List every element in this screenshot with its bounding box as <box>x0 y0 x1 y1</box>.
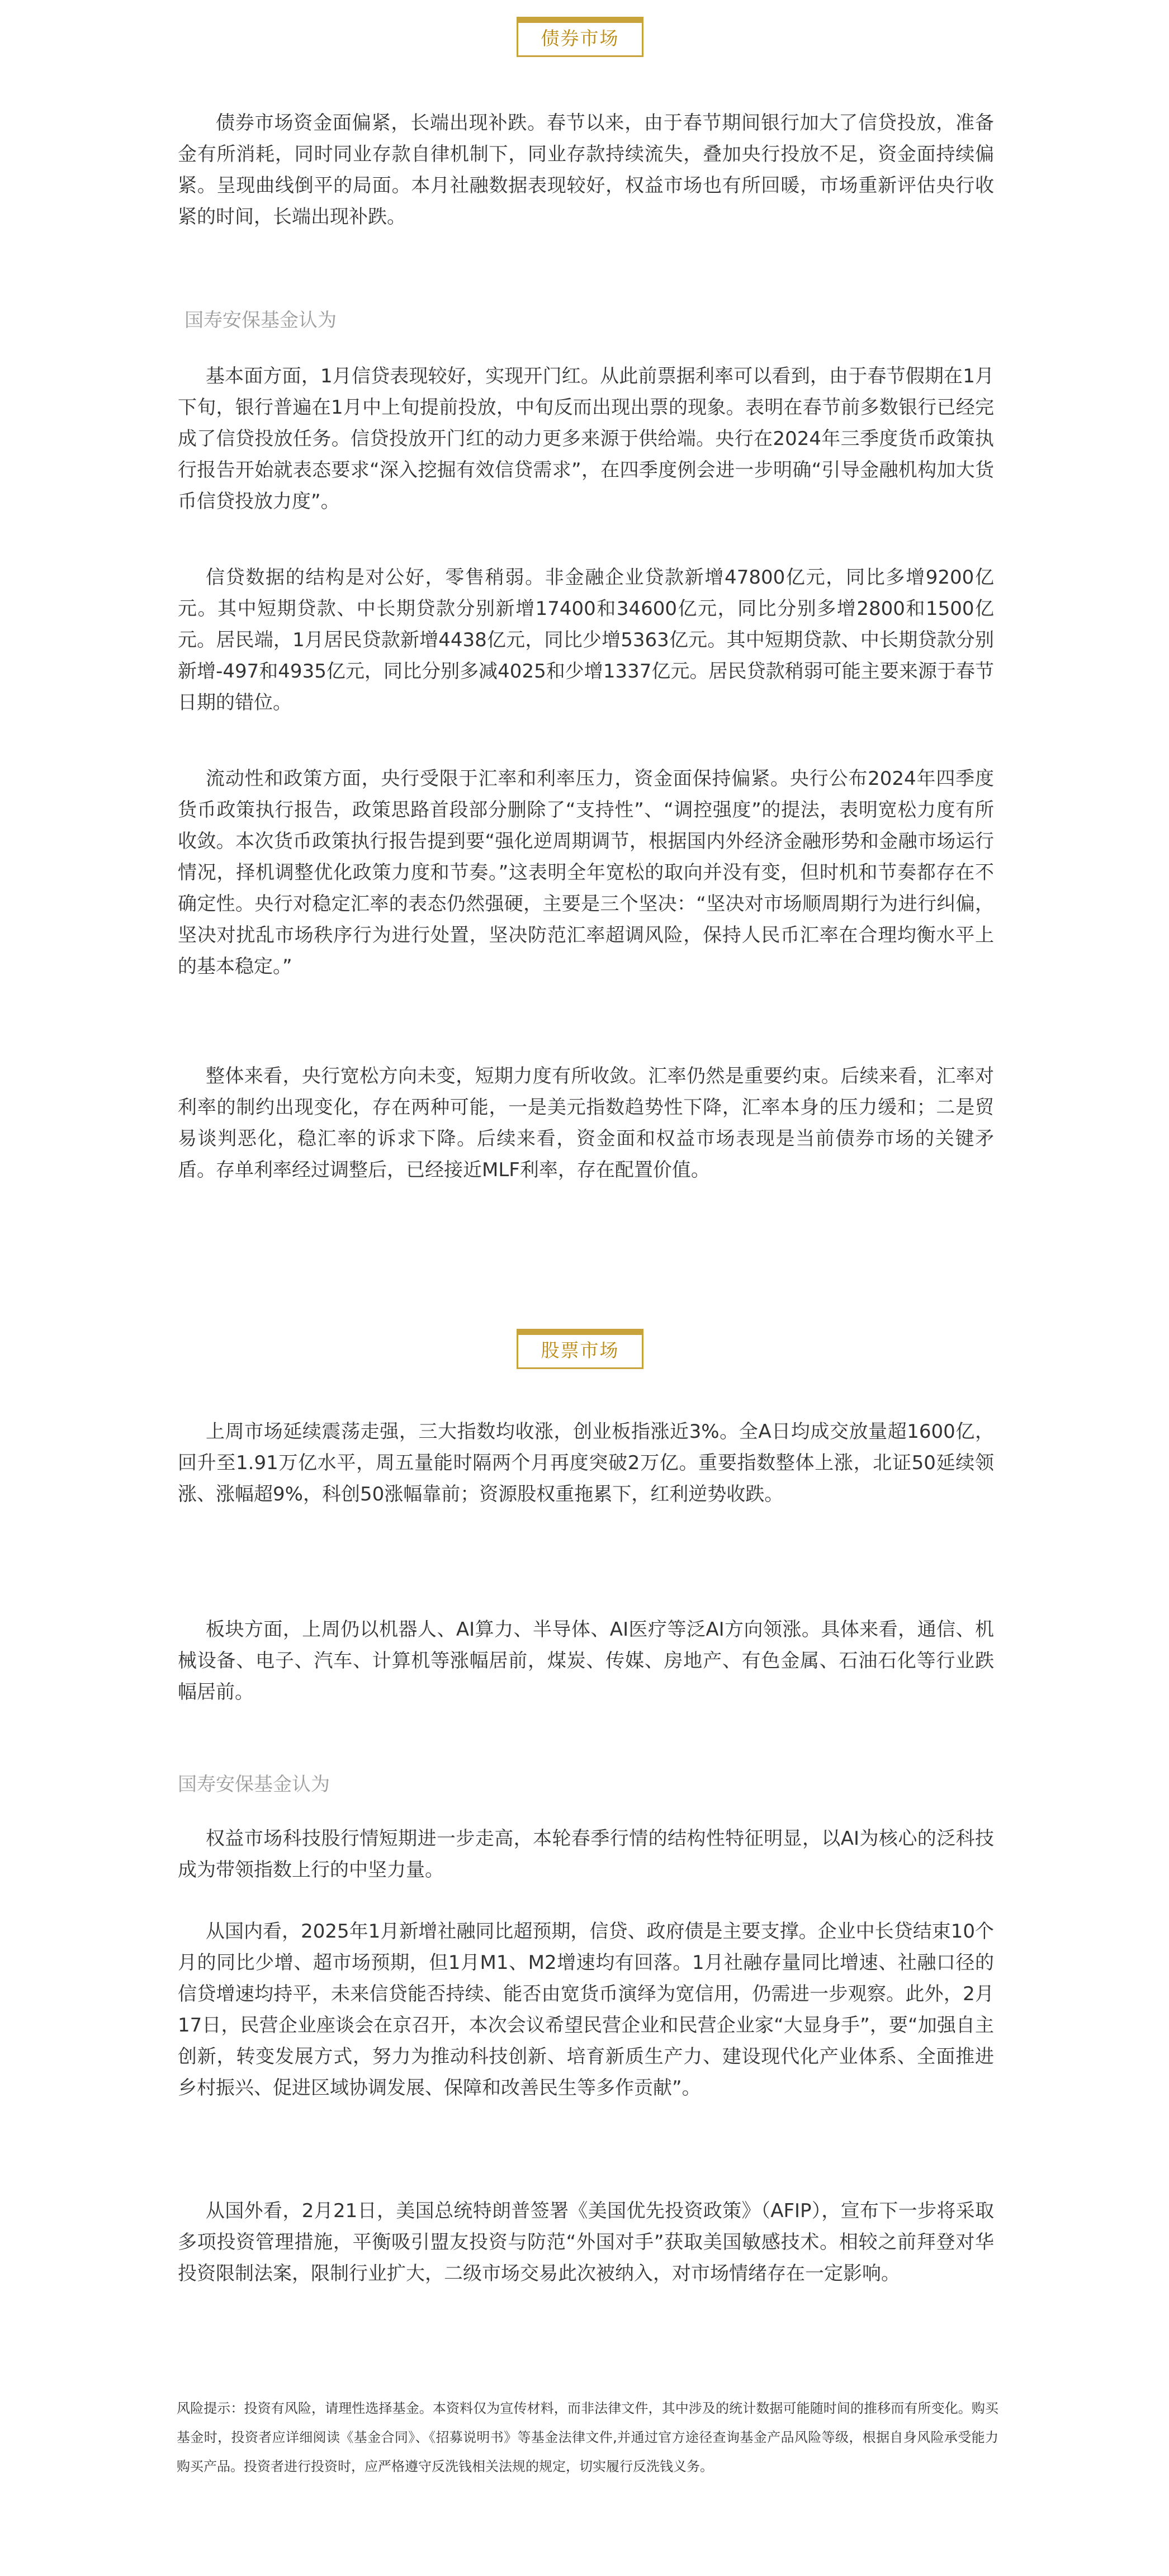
equity-paragraph-1: 上周市场延续震荡走强，三大指数均收涨，创业板指涨近3%。全A日均成交放量超1600亿，回升至1.91万亿水平，周五量能时隔两个月再度突破2万亿。重要指数整体上涨，北证50延续领涨、涨幅超9%，科创50涨幅靠前；资源股权重拖累下，红利逆势收跌。 <box>178 1420 994 1505</box>
bond-paragraph-2: 基本面方面，1月信贷表现较好，实现开门红。从此前票据利率可以看到，由于春节假期在1月下旬，银行普遍在1月中上旬提前投放，中旬反而出现出票的现象。表明在春节前多数银行已经完成了信贷投放任务。信贷投放开门红的动力更多来源于供给端。央行在2024年三季度货币政策执行报告开始就表态要求“深入挖掘有效信贷需求”，在四季度例会进一步明确“引导金融机构加大货币信贷投放力度”。 <box>178 365 994 513</box>
equity-paragraph-5: 从国外看，2月21日，美国总统特朗普签署《美国优先投资政策》（AFIP），宣布下一步将采取多项投资管理措施，平衡吸引盟友投资与防范“外国对手”获取美国敏感技术。相较之前拜登对华投资限制法案，限制行业扩大，二级市场交易此次被纳入，对市场情绪存在一定影响。 <box>178 2200 994 2285</box>
section-badge-equity: 股票市场 <box>517 1329 643 1369</box>
bond-paragraph-4: 流动性和政策方面，央行受限于汇率和利率压力，资金面保持偏紧。央行公布2024年四季度货币政策执行报告，政策思路首段部分删除了“支持性”、“调控强度”的提法，表明宽松力度有所收敛。本次货币政策执行报告提到要“强化逆周期调节，根据国内外经济金融形势和金融市场运行情况，择机调整优化政策力度和节奏。”这表明全年宽松的取向并没有变，但时机和节奏都存在不确定性。央行对稳定汇率的表态仍然强硬，主要是三个坚决：“坚决对市场顺周期行为进行纠偏，坚决对扰乱市场秩序行为进行处置，坚决防范汇率超调风险，保持人民币汇率在合理均衡水平上的基本稳定。” <box>178 768 994 978</box>
bond-paragraph-5: 整体来看，央行宽松方向未变，短期力度有所收敛。汇率仍然是重要约束。后续来看，汇率对利率的制约出现变化，存在两种可能，一是美元指数趋势性下降，汇率本身的压力缓和；二是贸易谈判恶化，稳汇率的诉求下降。后续来看，资金面和权益市场表现是当前债券市场的关键矛盾。存单利率经过调整后，已经接近MLF利率，存在配置价值。 <box>178 1065 994 1181</box>
bond-opinion-heading: 国寿安保基金认为 <box>184 309 337 332</box>
risk-disclaimer: 风险提示：投资有风险，请理性选择基金。本资料仅为宣传材料，而非法律文件，其中涉及的统计数据可能随时间的推移而有所变化。购买基金时，投资者应详细阅读《基金合同》、《招募说明书》等基金法律文件,并通过官方途径查询基金产品风险等级，根据自身风险承受能力购买产品。投资者进行投资时，应严格遵守反洗钱相关法规的规定，切实履行反洗钱义务。 <box>177 2400 998 2474</box>
bond-paragraph-3: 信贷数据的结构是对公好，零售稍弱。非金融企业贷款新增47800亿元，同比多增9200亿元。其中短期贷款、中长期贷款分别新增17400和34600亿元，同比分别多增2800和1500亿元。居民端，1月居民贷款新增4438亿元，同比少增5363亿元。其中短期贷款、中长期贷款分别新增-497和4935亿元，同比分别多减4025和少增1337亿元。居民贷款稍弱可能主要来源于春节日期的错位。 <box>178 566 994 714</box>
equity-opinion-heading: 国寿安保基金认为 <box>178 1773 330 1796</box>
bond-paragraph-1: 债券市场资金面偏紧，长端出现补跌。春节以来，由于春节期间银行加大了信贷投放，准备金有所消耗，同时同业存款自律机制下，同业存款持续流失，叠加央行投放不足，资金面持续偏紧。呈现曲线倒平的局面。本月社融数据表现较好，权益市场也有所回暖，市场重新评估央行收紧的时间，长端出现补跌。 <box>178 112 994 228</box>
section-badge-bond: 债券市场 <box>517 17 643 57</box>
equity-paragraph-2: 板块方面，上周仍以机器人、AI算力、半导体、AI医疗等泛AI方向领涨。具体来看，通信、机械设备、电子、汽车、计算机等涨幅居前，煤炭、传媒、房地产、有色金属、石油石化等行业跌幅居前。 <box>178 1618 994 1703</box>
equity-paragraph-4: 从国内看，2025年1月新增社融同比超预期，信贷、政府债是主要支撑。企业中长贷结束10个月的同比少增、超市场预期，但1月M1、M2增速均有回落。1月社融存量同比增速、社融口径的信贷增速均持平，未来信贷能否持续、能否由宽货币演绎为宽信用，仍需进一步观察。此外，2月17日，民营企业座谈会在京召开，本次会议希望民营企业和民营企业家“大显身手”，要“加强自主创新，转变发展方式，努力为推动科技创新、培育新质生产力、建设现代化产业体系、全面推进乡村振兴、促进区域协调发展、保障和改善民生等多作贡献”。 <box>178 1920 994 2099</box>
equity-paragraph-3: 权益市场科技股行情短期进一步走高，本轮春季行情的结构性特征明显，以AI为核心的泛科技成为带领指数上行的中坚力量。 <box>178 1827 994 1881</box>
